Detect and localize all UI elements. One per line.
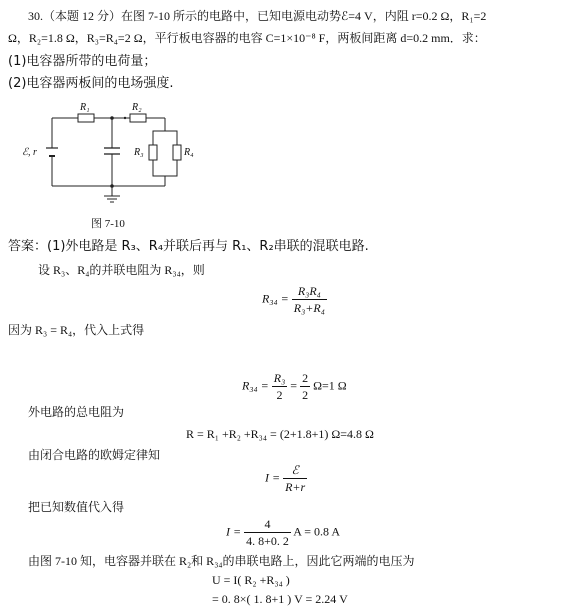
equation-current-value: I = $\frac{4}{4. 8+0. 2}$ A = 0.8 A <box>226 517 340 548</box>
resistor-r3 <box>149 145 157 160</box>
equation-ohms-law: I = $\frac{\text{ℰ}}{R+r}$ <box>265 463 306 494</box>
equation-r34-parallel: R₃₄ = $\frac{\text{R₃R₄}}{\text{R₃+R₄}}$ <box>262 284 325 315</box>
equation-voltage-value: = 0. 8×( 1. 8+1 ) V = 2.24 V <box>212 592 348 606</box>
label-r4: R₄ <box>184 147 194 158</box>
question-2: (2)电容器两板间的电场强度. <box>8 76 174 91</box>
problem-line-2: Ω，R₂=1.8 Ω，R₃=R₄=2 Ω，平行板电容器的电容 C=1×10⁻⁸ F，两板间距离 d=0.2 mm．求： <box>8 31 486 45</box>
answer-line-7: 由图 7-10 知，电容器并联在 R₂和 R₃₄的串联电路上，因此它两端的电压为 <box>28 554 415 568</box>
answer-line-4: 外电路的总电阻为 <box>28 405 125 419</box>
label-r2: R₂ <box>132 102 142 113</box>
label-source: ℰ, r <box>22 147 37 158</box>
label-r1: R₁ <box>80 102 90 113</box>
answer-line-6: 把已知数值代入得 <box>28 500 125 514</box>
answer-line-3: 因为 R₃ = R₄，代入上式得 <box>8 323 145 337</box>
answer-line-5: 由闭合电路的欧姆定律知 <box>28 448 161 462</box>
question-1: (1)电容器所带的电荷量； <box>8 54 157 69</box>
answer-line-2: 设 R₃、R₄的并联电阻为 R₃₄，则 <box>38 263 205 277</box>
equation-total-resistance: R = R₁ +R₂ +R₃₄ = (2+1.8+1) Ω=4.8 Ω <box>186 427 374 441</box>
resistor-r4 <box>173 145 181 160</box>
equation-r34-value: R₃₄ = $\frac{\text{R₃}}{2}$ = $\frac{2}{2}$ Ω=1 Ω <box>242 371 347 402</box>
equation-voltage: U = I( R₂ +R₃₄ ) <box>212 573 290 587</box>
label-r3: R₃ <box>134 147 144 158</box>
problem-line-1: 30.（本题 12 分）在图 7-10 所示的电路中，已知电源电动势ℰ=4 V，内阻 r=0.2 Ω，R₁=2 <box>28 9 487 23</box>
answer-line-1: 答案：(1)外电路是 R₃、R₄并联后再与 R₁、R₂串联的混联电路. <box>8 239 369 254</box>
figure-caption: 图 7-10 <box>91 218 125 230</box>
